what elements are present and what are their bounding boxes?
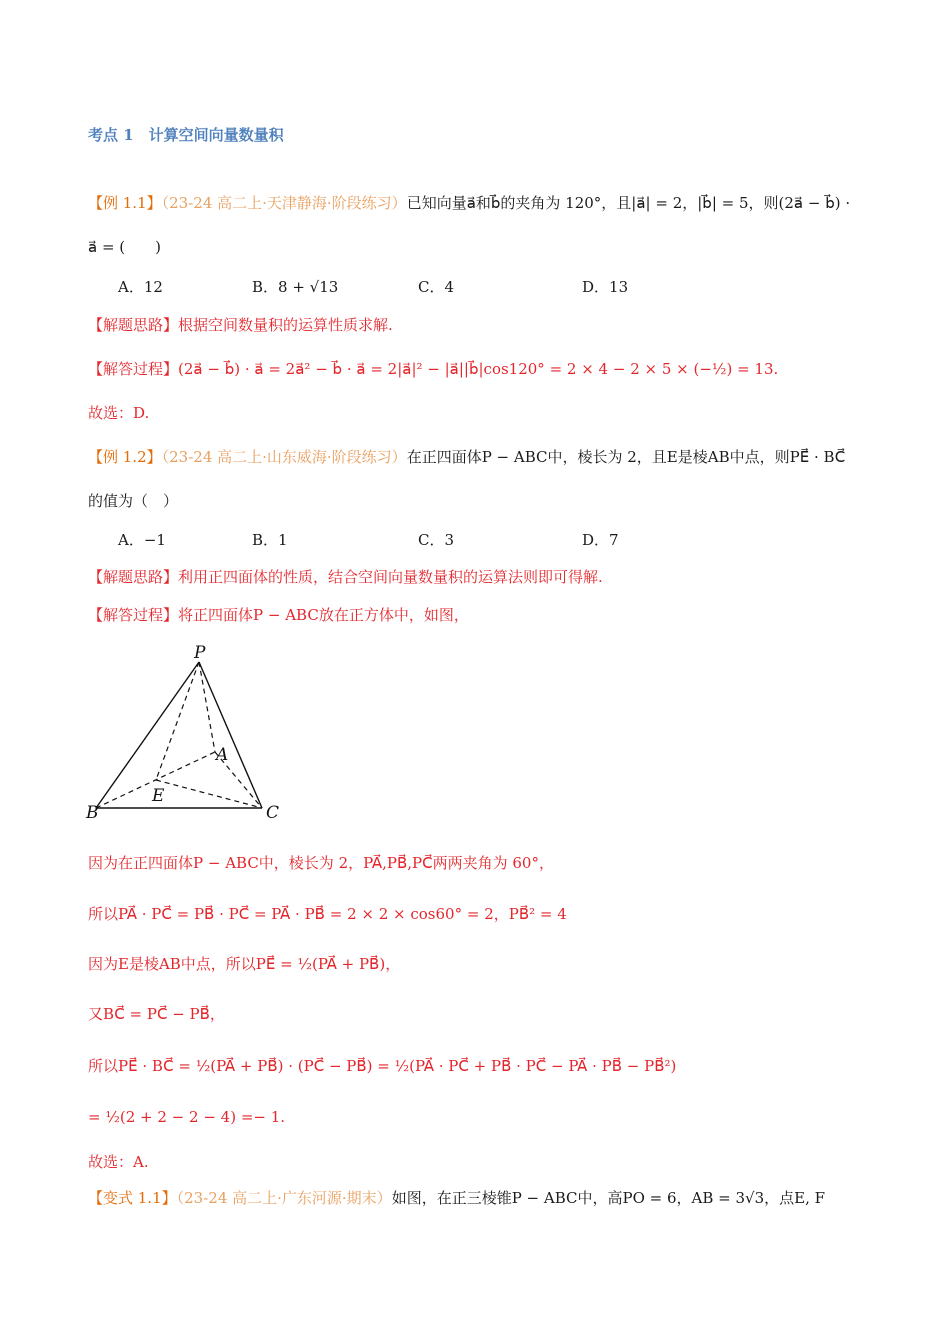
- segment-pe: [156, 662, 199, 780]
- solution-step: 所以PE⃗ · BC⃗ = ½(PA⃗ + PB⃗) · (PC⃗ − PB⃗) = ½(PA⃗ · PC⃗ + PB⃗ · PC⃗ − PA⃗ · PB⃗ − PB⃗²): [88, 1057, 677, 1075]
- solution-idea: [88, 566, 880, 588]
- solution-step: 因为E是棱AB中点，所以PE⃗ = ½(PA⃗ + PB⃗)，: [88, 955, 401, 973]
- solution-process: [88, 604, 880, 626]
- example-stem-text: 已知向量a⃗和b⃗的夹角为 120°，且|a⃗| = 2，|b⃗| = 5，则(2a⃗ − b⃗) ·: [406, 194, 851, 212]
- variant-stem-text: 如图，在正三棱锥P − ABC中，高PO = 6，AB = 3√3，点E, F: [391, 1189, 826, 1207]
- idea-label: 【解题思路】: [88, 568, 179, 586]
- example-source: （23-24 高二上·天津静海·阶段练习）: [161, 194, 407, 212]
- edge-pc: [199, 662, 262, 808]
- segment-ec: [156, 780, 262, 808]
- solution-step: = ½(2 + 2 − 2 − 4) =− 1.: [88, 1108, 286, 1126]
- example-1-1-stem: [88, 192, 880, 214]
- process-label: 【解答过程】: [88, 360, 179, 378]
- example-1-2-stem-cont: 的值为（ ）: [88, 492, 179, 510]
- solution-step: 又BC⃗ = PC⃗ − PB⃗，: [88, 1005, 225, 1023]
- variant-tag: 【变式 1.1】: [88, 1189, 177, 1207]
- option-d: D．13: [582, 278, 629, 296]
- vertex-label-p: P: [194, 643, 206, 663]
- solution-idea: [88, 314, 880, 336]
- process-label: 【解答过程】: [88, 606, 179, 624]
- solution-step: 所以PA⃗ · PC⃗ = PB⃗ · PC⃗ = PA⃗ · PB⃗ = 2 × 2 × cos60° = 2，PB⃗² = 4: [88, 905, 567, 923]
- variant-source: （23-24 高二上·广东河源·期末）: [176, 1189, 392, 1207]
- idea-text: 根据空间数量积的运算性质求解.: [178, 316, 393, 334]
- variant-1-1-stem: [88, 1187, 880, 1209]
- solution-process: [88, 358, 880, 380]
- edge-pa: [199, 662, 215, 752]
- solution-step: 因为在正四面体P − ABC中，棱长为 2，PA⃗,PB⃗,PC⃗两两夹角为 60°，: [88, 854, 554, 872]
- example-source: （23-24 高二上·山东威海·阶段练习）: [161, 448, 407, 466]
- edge-pb: [96, 662, 199, 808]
- option-a: A．−1: [118, 531, 166, 549]
- process-text: (2a⃗ − b⃗) · a⃗ = 2a⃗² − b⃗ · a⃗ = 2|a⃗|² − |a⃗||b⃗|cos120° = 2 × 4 − 2 × 5 × (−½) = 13.: [178, 360, 779, 378]
- idea-label: 【解题思路】: [88, 316, 179, 334]
- example-1-2-stem: [88, 446, 880, 468]
- option-a: A．12: [118, 278, 163, 296]
- section-heading: 考点 1 计算空间向量数量积: [88, 126, 284, 144]
- vertex-label-c: C: [266, 803, 280, 823]
- option-b: B．8 + √13: [252, 278, 339, 296]
- example-1-1-stem-cont: a⃗ = ( ): [88, 238, 162, 256]
- example-tag: 【例 1.2】: [88, 448, 162, 466]
- tetrahedron-figure: [82, 640, 302, 825]
- vertex-label-a: A: [216, 745, 229, 765]
- example-tag: 【例 1.1】: [88, 194, 162, 212]
- option-d: D．7: [582, 531, 619, 549]
- point-label-e: E: [152, 786, 165, 806]
- option-c: C．4: [418, 278, 455, 296]
- vertex-label-b: B: [86, 803, 99, 823]
- answer: 故选：D.: [88, 404, 150, 422]
- idea-text: 利用正四面体的性质，结合空间向量数量积的运算法则即可得解.: [178, 568, 603, 586]
- option-c: C．3: [418, 531, 455, 549]
- answer: 故选：A.: [88, 1153, 149, 1171]
- option-b: B．1: [252, 531, 288, 549]
- example-stem-text: 在正四面体P − ABC中，棱长为 2，且E是棱AB中点，则PE⃗ · BC⃗: [406, 448, 846, 466]
- process-text: 将正四面体P − ABC放在正方体中，如图，: [178, 606, 469, 624]
